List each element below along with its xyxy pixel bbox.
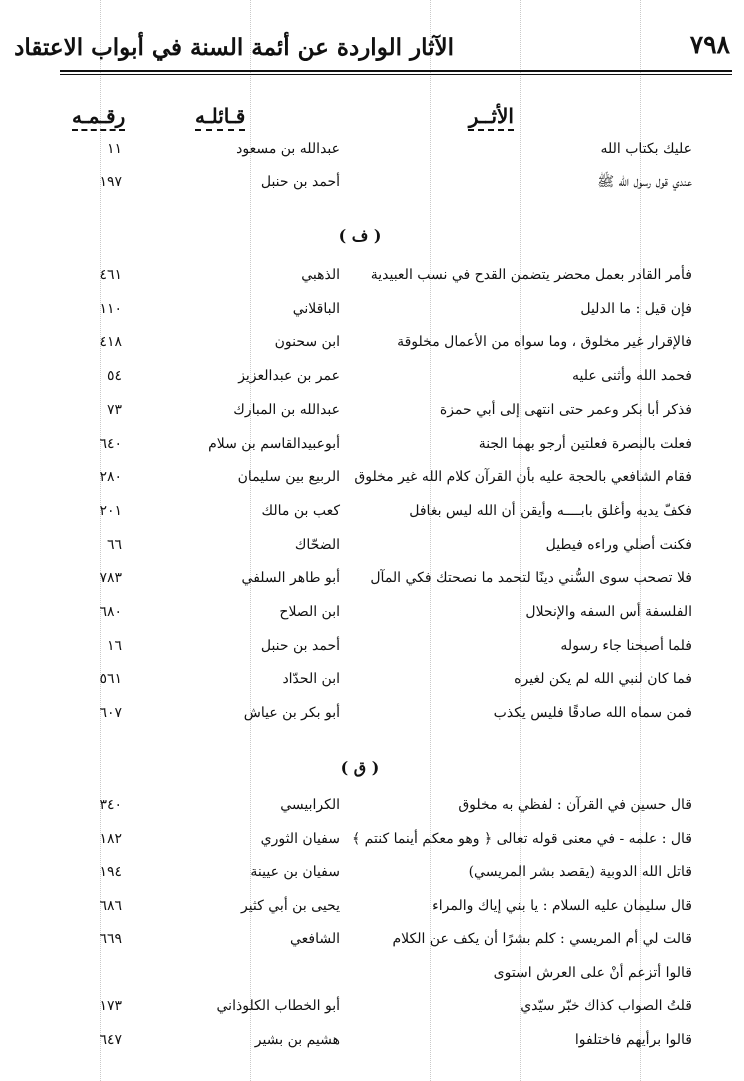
table-row xyxy=(60,331,692,361)
table-row xyxy=(60,171,692,201)
quote-text: فمن سماه الله صادقًا فليس يكذب xyxy=(493,705,692,722)
quote-text: قاتل الله الدوبية (يقصد بشر المريسي) xyxy=(468,864,692,880)
section-heading-fa: ( ف ) xyxy=(338,226,382,245)
header-rule xyxy=(60,70,732,72)
entry-number: ٧٨٣ xyxy=(99,570,122,587)
entry-number: ٧٣ xyxy=(106,401,122,418)
entry-number: ٢٠١ xyxy=(99,502,122,519)
entry-number: ٦٦ xyxy=(106,536,122,553)
entry-number: ٥٤ xyxy=(106,368,122,385)
quote-text: فلما أصبحنا جاء رسوله xyxy=(560,637,692,654)
table-row xyxy=(60,895,692,925)
table-row xyxy=(60,995,692,1025)
entry-number: ٢٨٠ xyxy=(99,469,122,486)
author-name: أبوعبيدالقاسم بن سلام xyxy=(208,435,340,452)
quote-text: فأمر القادر بعمل محضر يتضمن القدح في نسب العبيدية xyxy=(370,267,692,283)
entry-number: ٤٦١ xyxy=(99,267,122,283)
entry-number: ١٩٧ xyxy=(99,174,122,190)
section-heading-qaf: ( ق ) xyxy=(340,758,380,777)
table-row xyxy=(60,668,692,698)
entry-number: ١١ xyxy=(106,141,122,157)
quote-text: قال سليمان عليه السلام : يا بني إياك والمراء xyxy=(432,897,692,914)
entry-number: ١٦ xyxy=(106,637,122,654)
author-name: كعب بن مالك xyxy=(261,502,340,519)
author-name: ابن سحنون xyxy=(274,334,340,351)
entry-number: ١٨٢ xyxy=(99,830,122,847)
table-row xyxy=(60,928,692,958)
entry-number: ٤١٨ xyxy=(99,334,122,351)
author-name: هشيم بن بشير xyxy=(254,1031,340,1048)
quote-text: فإن قيل : ما الدليل xyxy=(580,300,692,317)
table-row xyxy=(60,534,692,564)
quote-text: فقام الشافعي بالحجة عليه بأن القرآن كلام الله غير مخلوق xyxy=(354,469,692,486)
quote-text: الفلسفة أس السفه والإنحلال xyxy=(525,604,692,620)
table-row xyxy=(60,264,692,294)
quote-text: فحمد الله وأثنى عليه xyxy=(572,368,692,385)
page-number: ٧٩٨ xyxy=(689,30,730,59)
table-row xyxy=(60,466,692,496)
author-name: أحمد بن حنبل xyxy=(260,637,340,654)
column-header-text: الأثــر xyxy=(468,104,514,128)
author-name: سفيان بن عيينة xyxy=(250,864,340,880)
running-title: الآثار الواردة عن أئمة السنة في أبواب الاعتقاد xyxy=(14,34,454,61)
table-row xyxy=(60,298,692,328)
author-name: عمر بن عبدالعزيز xyxy=(238,368,340,385)
table-row xyxy=(60,794,692,824)
author-name: أبو الخطاب الكلوذاني xyxy=(216,998,340,1014)
quote-text: قالت لي أم المريسي : كلم بشرًا أن يكف عن الكلام xyxy=(392,931,692,947)
quote-text: فالإقرار غير مخلوق ، وما سواه من الأعمال مخلوقة xyxy=(397,334,692,351)
author-name: الشافعي xyxy=(289,931,340,947)
table-row xyxy=(60,635,692,665)
quote-text: قال : علمه - في معنى قوله تعالى ﴿ وهو معكم أينما كنتم ﴾ xyxy=(352,830,692,847)
quote-text: فذكر أبا بكر وعمر حتى انتهى إلى أبي حمزة xyxy=(439,401,692,418)
column-header-number: رقـمـه xyxy=(72,104,126,128)
quote-text: قالوا أتزعم أنْ على العرش استوى xyxy=(493,964,692,981)
quote-text: عليك بكتاب الله xyxy=(600,141,692,157)
table-row xyxy=(60,1029,692,1059)
author-name: ابن الحدّاد xyxy=(282,671,340,688)
quote-text: فكفّ يديه وأغلق بابــــه وأيقن أن الله ليس بغافل xyxy=(409,502,692,519)
entry-number: ٣٤٠ xyxy=(99,797,122,813)
table-row xyxy=(60,962,692,992)
entry-number: ٦٤٧ xyxy=(99,1031,122,1048)
table-row xyxy=(60,828,692,858)
entry-number: ٥٦١ xyxy=(99,671,122,688)
quote-text: قالوا برأيهم فاختلفوا xyxy=(574,1031,692,1048)
author-name: سفيان الثوري xyxy=(260,830,340,847)
quote-text: فكنت أصلي وراءه فيطيل xyxy=(545,536,692,553)
author-name: أحمد بن حنبل xyxy=(260,174,340,190)
table-row xyxy=(60,433,692,463)
quote-text: فما كان لنبي الله لم يكن لغيره xyxy=(514,671,692,688)
author-name: الكرابيسي xyxy=(280,797,340,813)
table-row xyxy=(60,500,692,530)
table-row xyxy=(60,601,692,631)
author-name: الذهبي xyxy=(301,267,340,283)
entry-number: ٦٦٩ xyxy=(99,931,122,947)
author-name: الربيع بين سليمان xyxy=(237,469,340,486)
header-rule-thin xyxy=(60,74,732,75)
entry-number: ١٩٤ xyxy=(99,864,122,880)
quote-text: قال حسين في القرآن : لفظي به مخلوق xyxy=(458,797,692,813)
author-name: ابن الصلاح xyxy=(279,604,340,620)
table-row xyxy=(60,567,692,597)
quote-text: فلا تصحب سوى السُّني دينًا لتحمد ما نصحتك فكي المآل xyxy=(370,570,692,587)
table-row xyxy=(60,702,692,732)
entry-number: ٦٨٠ xyxy=(99,604,122,620)
quote-text: قلتُ الصواب كذاك خبّر سيّدي xyxy=(520,998,692,1014)
author-name: أبو بكر بن عياش xyxy=(243,705,340,722)
table-row xyxy=(60,138,692,168)
table-row xyxy=(60,399,692,429)
author-name: الباقلاني xyxy=(292,300,340,317)
entry-number: ٦٤٠ xyxy=(99,435,122,452)
quote-text: فعلت بالبصرة فعلتين أرجو بهما الجنة xyxy=(478,435,692,452)
entry-number: ٦٨٦ xyxy=(99,897,122,914)
entry-number: ١١٠ xyxy=(99,300,122,317)
entry-number: ١٧٣ xyxy=(99,998,122,1014)
author-name: عبدالله بن مسعود xyxy=(236,141,340,157)
entry-number: ٦٠٧ xyxy=(99,705,122,722)
author-name: عبدالله بن المبارك xyxy=(233,401,340,418)
table-row xyxy=(60,365,692,395)
author-name: يحيى بن أبي كثير xyxy=(240,897,340,914)
column-header-author: قـائلـه xyxy=(195,104,246,128)
author-name: أبو طاهر السلفي xyxy=(241,570,340,587)
quote-text: عندي قول رسول الله ﷺ xyxy=(597,174,692,190)
author-name: الضحّاك xyxy=(294,536,340,553)
table-row xyxy=(60,861,692,891)
